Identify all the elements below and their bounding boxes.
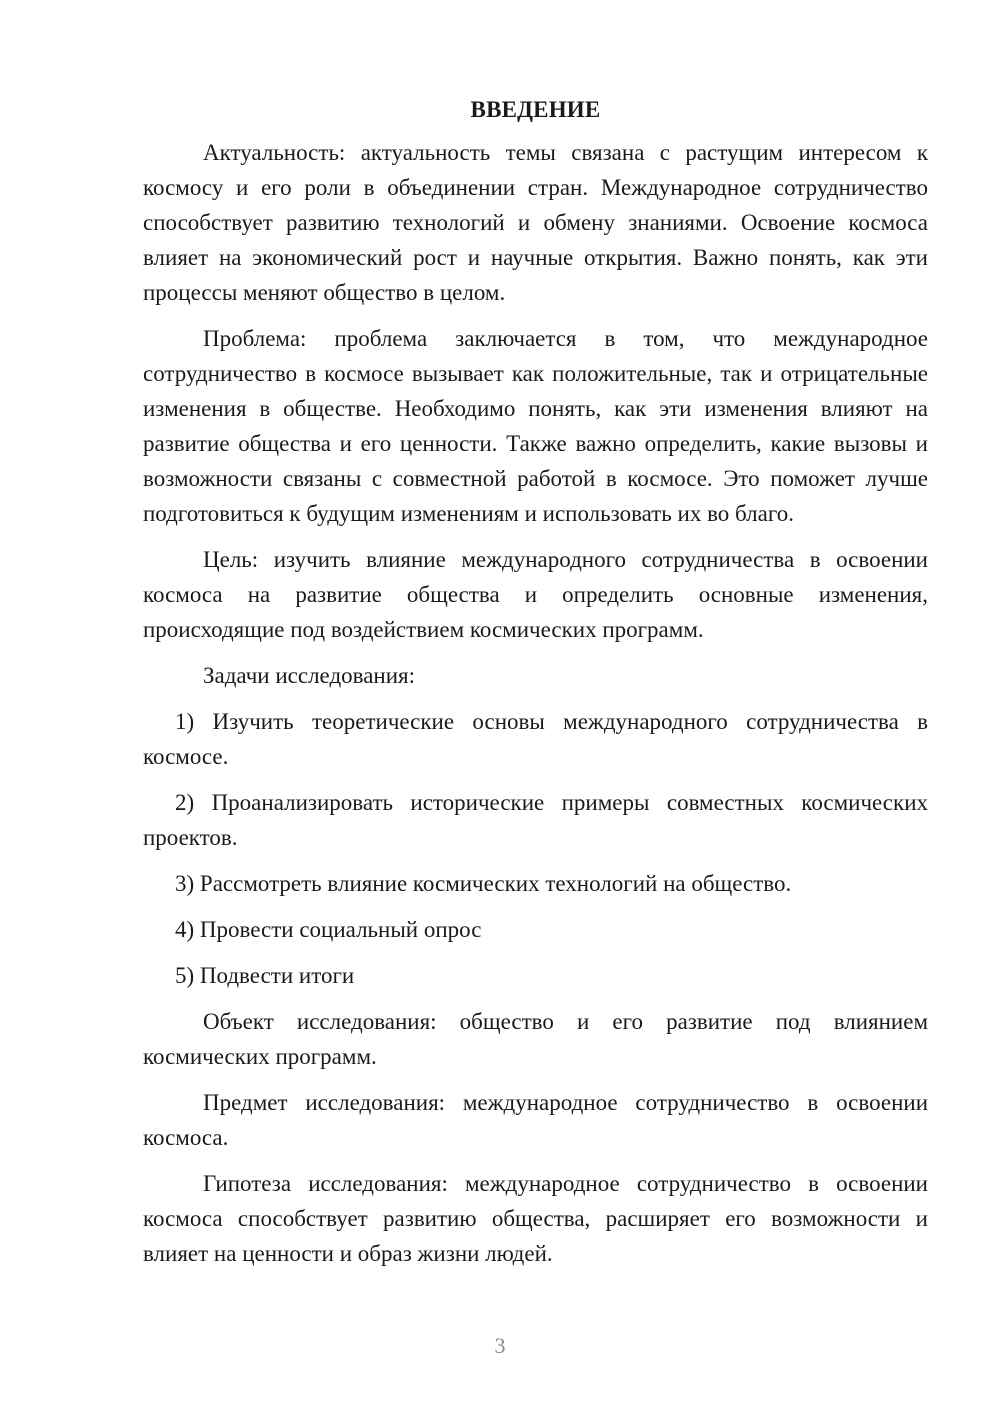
paragraph-problem: Проблема: проблема заключается в том, что международное сотрудничество в космосе вызывает как положительные, так и отрицательные изменения в обществе. Необходимо понять, как эти изменения влияют на развитие общества и его ценности. Также важно определить, какие вызовы и возможности связаны с совместной работой в космосе. Это поможет лучше подготовиться к будущим изменениям и использовать их во благо. xyxy=(143,326,928,526)
task-item-1: 1) Изучить теоретические основы международного сотрудничества в космосе. xyxy=(143,709,928,769)
page-content xyxy=(143,92,928,1282)
paragraph-subject: Предмет исследования: международное сотрудничество в освоении космоса. xyxy=(143,1090,928,1150)
task-item-2: 2) Проанализировать исторические примеры совместных космических проектов. xyxy=(143,790,928,850)
paragraph-hypothesis: Гипотеза исследования: международное сотрудничество в освоении космоса способствует развитию общества, расширяет его возможности и влияет на ценности и образ жизни людей. xyxy=(143,1171,928,1266)
page-number: 3 xyxy=(494,1333,506,1358)
paragraph-goal: Цель: изучить влияние международного сотрудничества в освоении космоса на развитие общества и определить основные изменения, происходящие под воздействием космических программ. xyxy=(143,547,928,642)
page-title: ВВЕДЕНИЕ xyxy=(470,97,601,122)
paragraph-object: Объект исследования: общество и его развитие под влиянием космических программ. xyxy=(143,1009,928,1069)
paragraph-relevance: Актуальность: актуальность темы связана с растущим интересом к космосу и его роли в объединении стран. Международное сотрудничество способствует развитию технологий и обмену знаниями. Освоение космоса влияет на экономический рост и научные открытия. Важно понять, как эти процессы меняют общество в целом. xyxy=(143,140,928,305)
tasks-heading: Задачи исследования: xyxy=(203,663,416,688)
task-item-4: 4) Провести социальный опрос xyxy=(175,917,482,942)
task-item-3: 3) Рассмотреть влияние космических технологий на общество. xyxy=(175,871,792,896)
task-item-5: 5) Подвести итоги xyxy=(175,963,355,988)
